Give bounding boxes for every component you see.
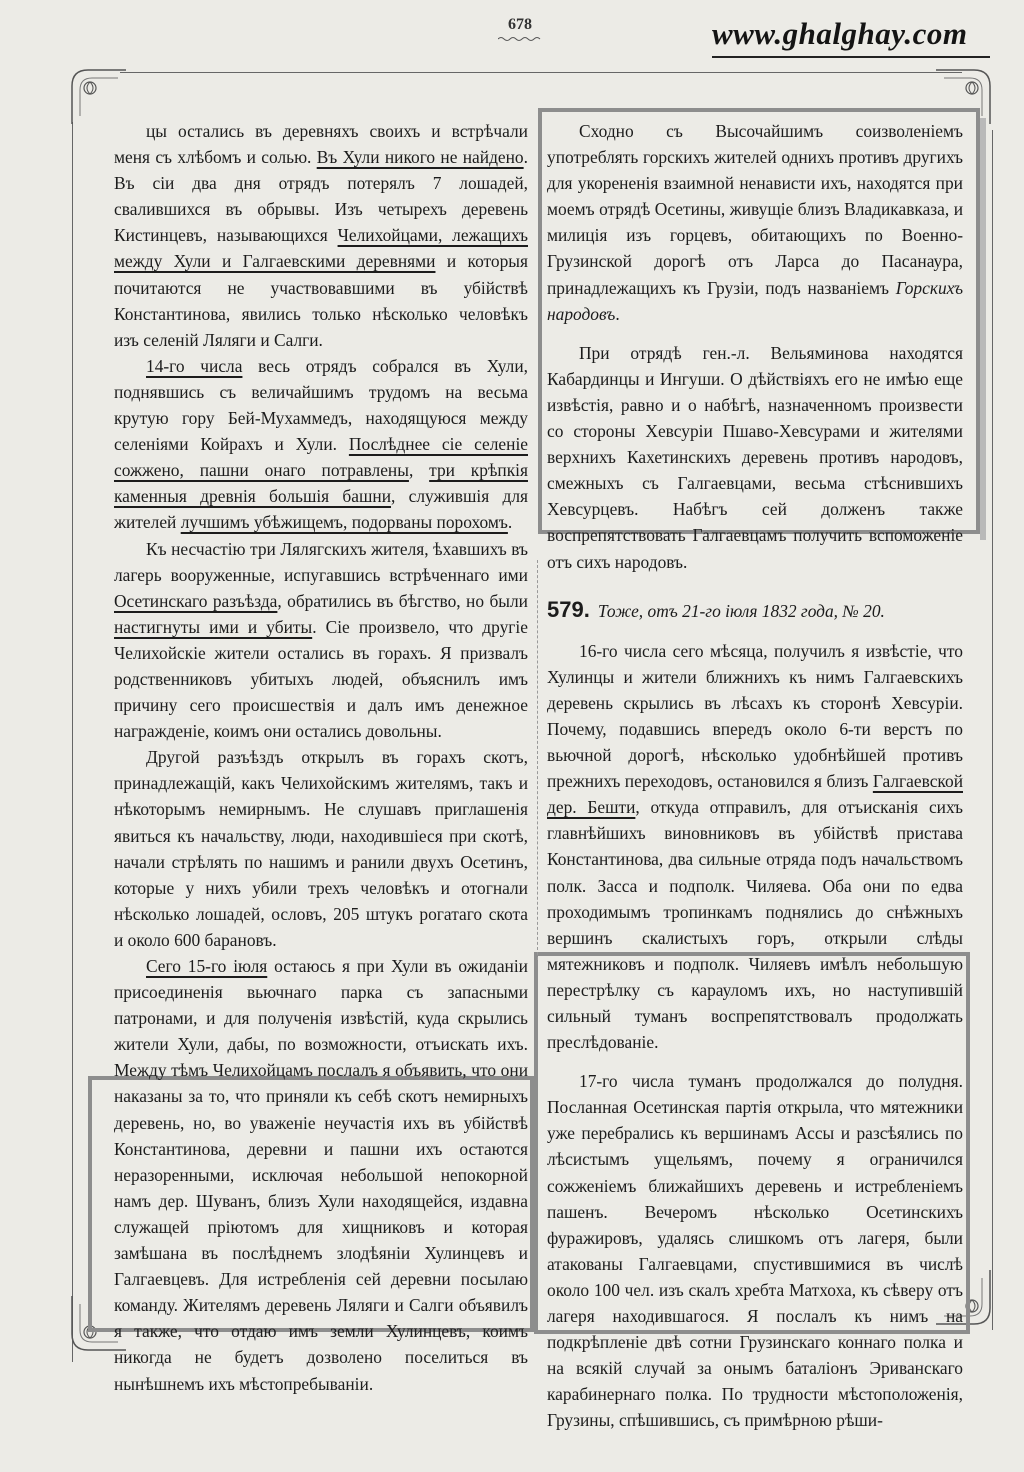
text-run: Къ несчастію три Лялягскихъ жителя, ѣхавшихъ въ лагерь вооруженные, испугавшись встрѣченнаго ими	[114, 538, 528, 585]
underlined-phrase: Челихойцами, лежащихъ между Хули и Галгаевскими деревнями	[114, 225, 528, 272]
text-run: При отрядѣ ген.-л. Вельяминова находятся Кабардинцы и Ингуши. О дѣйствіяхъ его не имѣю еще извѣстія, равно и о набѣгѣ, назначенномъ произвести со стороны Хевсуріи Пшаво-Хевсурами и жителями верхнихъ Кахетинскихъ деревень противъ народовъ, смежныхъ съ Галгаевцами, весьма стѣснившихъ Хевсурцевъ. Набѣгъ сей долженъ также воспрепятствовать Галгаевцамъ получить вспоможеніе отъ сихъ народовъ.	[547, 342, 963, 572]
frame-top-border	[120, 72, 962, 73]
watermark-underline	[712, 56, 990, 58]
underlined-phrase: 14-го числа	[146, 355, 243, 376]
document-heading	[547, 597, 963, 624]
paragraph	[547, 1068, 963, 1433]
text-run: , откуда отправилъ, для отъисканія сихъ главнѣйшихъ виновниковъ въ убійствѣ пристава Константинова, два сильные отряда подъ начальствомъ полк. Засса и подполк. Чиляева. Оба они по едва проходимымъ тропинкамъ поднялись до снѣжныхъ вершинъ скалистыхъ горъ, открыли слѣды мятежниковъ и подполк. Чиляевъ имѣлъ небольшую перестрѣлку съ карауломъ ихъ, но наступившій сильный туманъ воспрепятствовалъ продолжать преслѣдованіе.	[547, 797, 963, 1053]
text-run: , обратились въ бѣгство, но были	[277, 590, 528, 611]
italic-phrase: Горскихъ народовъ	[547, 277, 963, 324]
text-run: .	[507, 512, 513, 533]
text-run: .	[615, 303, 620, 324]
page-number: 678	[508, 16, 532, 33]
right-column-top-section	[547, 118, 963, 575]
underlined-phrase: настигнуты ими и убиты	[114, 616, 313, 637]
paragraph	[114, 953, 528, 1397]
paragraph	[114, 353, 528, 536]
box-shadow-top-right	[980, 118, 986, 540]
document-reference: Тоже, отъ 21-го іюля 1832 года, № 20.	[597, 600, 885, 621]
paragraph	[114, 744, 528, 953]
underlined-phrase: лучшимъ убѣжищемъ, подорваны порохомъ	[180, 512, 508, 533]
paragraph	[547, 638, 963, 1056]
underlined-phrase: три крѣпкія каменныя древнія большія башни	[114, 460, 528, 507]
text-run: , служившія для жителей	[114, 486, 529, 533]
paragraph	[114, 536, 528, 745]
text-run: ,	[408, 460, 430, 481]
paragraph	[547, 118, 963, 327]
underlined-phrase: Сего 15-го іюля	[146, 956, 268, 976]
right-column-bottom-section	[547, 638, 963, 1434]
text-run: цы остались въ деревняхъ своихъ и встрѣчали меня съ хлѣбомъ и солью.	[114, 121, 528, 168]
text-run: . Въ сіи два дня отрядъ потерялъ 7 лошадей, свалившихся въ обрывы. Изъ четырехъ деревень Кистинцевъ, называющихся	[114, 147, 528, 246]
text-run: весь отрядъ собрался въ Хули, поднявшись съ величайшимъ трудомъ на весьма крутую гору Бей-Мухаммедъ, находящуюся между селеніями Койрахъ и Хули.	[114, 355, 528, 455]
underlined-phrase: Послѣднее сіе селеніе сожжено, пашни онаго потравлены	[114, 434, 528, 481]
column-divider	[537, 560, 539, 960]
document-number: 579.	[547, 596, 590, 622]
text-run: остаюсь я при Хули въ ожиданіи присоединенія вьючнаго парка съ запасными патронами, и для полученія извѣстій, куда скрылись жители Хули, дабы, по возможности, отъискать ихъ. Между тѣмъ Челихойцамъ послалъ я объявить, что они наказаны за то, что приняли къ себѣ скотъ немирныхъ деревень, но, во уваженіе неучастія ихъ въ убійствѣ Константинова, деревни и пашни ихъ остаются неразоренными, исключая небольшой непокорной намъ дер. Шуванъ, близъ Хули находящейся, издавна служащей пріютомъ для хищниковъ и которая замѣшана въ послѣднемъ злодѣяніи Хулинцевъ и Галгаевцевъ. Для истребленія сей деревни посылаю команду. Жителямъ деревень Ляляги и Салги объявилъ я также, что отдаю имъ земли Хулинцевъ, коимъ никогда не будетъ дозволено поселиться въ нынѣшнемъ ихъ мѣстопребываніи.	[114, 956, 528, 1394]
text-run: . Сіе произвело, что другіе Челихойскіе жители остались въ горахъ. Я призвалъ родственниковъ убитыхъ людей, объяснилъ имъ причину сего происшествія и далъ имъ денежное награжденіе, коимъ они остались довольны.	[114, 616, 528, 742]
site-watermark: www.ghalghay.com	[712, 16, 968, 51]
paragraph	[114, 118, 528, 353]
underlined-phrase: Въ Хули никого не найдено	[316, 147, 524, 168]
right-column	[547, 118, 963, 1434]
text-run: Другой разъѣздъ открылъ въ горахъ скотъ, принадлежащій, какъ Челихойскимъ жителямъ, такъ и нѣкоторымъ немирнымъ. Не слушавъ приглашенія явиться къ начальству, люди, находившіеся при скотѣ, начали стрѣлять по нашимъ и ранили двухъ Осетинъ, которые у нихъ убили трехъ человѣкъ и отогнали нѣсколько лошадей, ословъ, 205 штукъ рогатаго скота и около 600 барановъ.	[114, 747, 528, 950]
text-run: 16-го числа сего мѣсяца, получилъ я извѣстіе, что Хулинцы и жители ближнихъ къ нимъ Галгаевскихъ деревень скрылись въ лѣсахъ къ сторонѣ Хевсуріи. Почему, подавшись впередъ около 6-ти верстъ по вьючной дорогѣ, нѣсколько удобнѣйшей противъ прежнихъ переходовъ, остановился я близъ	[547, 640, 963, 792]
text-run: Сходно съ Высочайшимъ соизволеніемъ употреблять горскихъ жителей однихъ противъ другихъ для укорененія взаимной ненависти ихъ, находятся при моемъ отрядѣ Осетины, живущіе близъ Владикавказа, и милиція изъ горцевъ, обитающихъ по Военно-Грузинской дорогѣ отъ Ларса до Пасанаура, принадлежащихъ къ Грузіи, подъ названіемъ	[547, 121, 963, 298]
frame-right-border	[992, 130, 993, 1330]
underlined-phrase: Осетинскаго разъѣзда	[114, 590, 278, 611]
left-column	[114, 118, 528, 1397]
text-run: и которыя почитаются не участвовавшими въ убійствѣ Константинова, явились только нѣсколько человѣкъ изъ селеній Ляляги и Салги.	[114, 251, 528, 350]
paragraph	[547, 340, 963, 575]
frame-left-border	[72, 122, 73, 1362]
text-run: 17-го числа туманъ продолжался до полудня. Посланная Осетинская партія открыла, что мятежники уже перебрались къ вершинамъ Ассы и разсѣялись по лѣсистымъ ущельямъ, почему я ограничился сожженіемъ ближайшихъ деревень и истребленіемъ пашенъ. Вечеромъ нѣсколько Осетинскихъ фуражировъ, удалясь слишкомъ отъ лагеря, были атакованы Галгаевцами, спустившимися въ числѣ около 100 чел. изъ скалъ хребта Матхоха, къ сѣверу отъ лагеря находившагося. Я послалъ къ нимъ на подкрѣпленіе двѣ сотни Грузинскаго коннаго полка и на всякій случай за онымъ баталіонъ Эриванскаго карабинернаго полка. По трудности мѣстоположенія, Грузины, спѣшившись, съ примѣрною рѣши-	[547, 1071, 963, 1431]
page-number-flourish	[498, 36, 542, 42]
underlined-phrase: Галгаевской дер. Бешти	[547, 771, 963, 818]
